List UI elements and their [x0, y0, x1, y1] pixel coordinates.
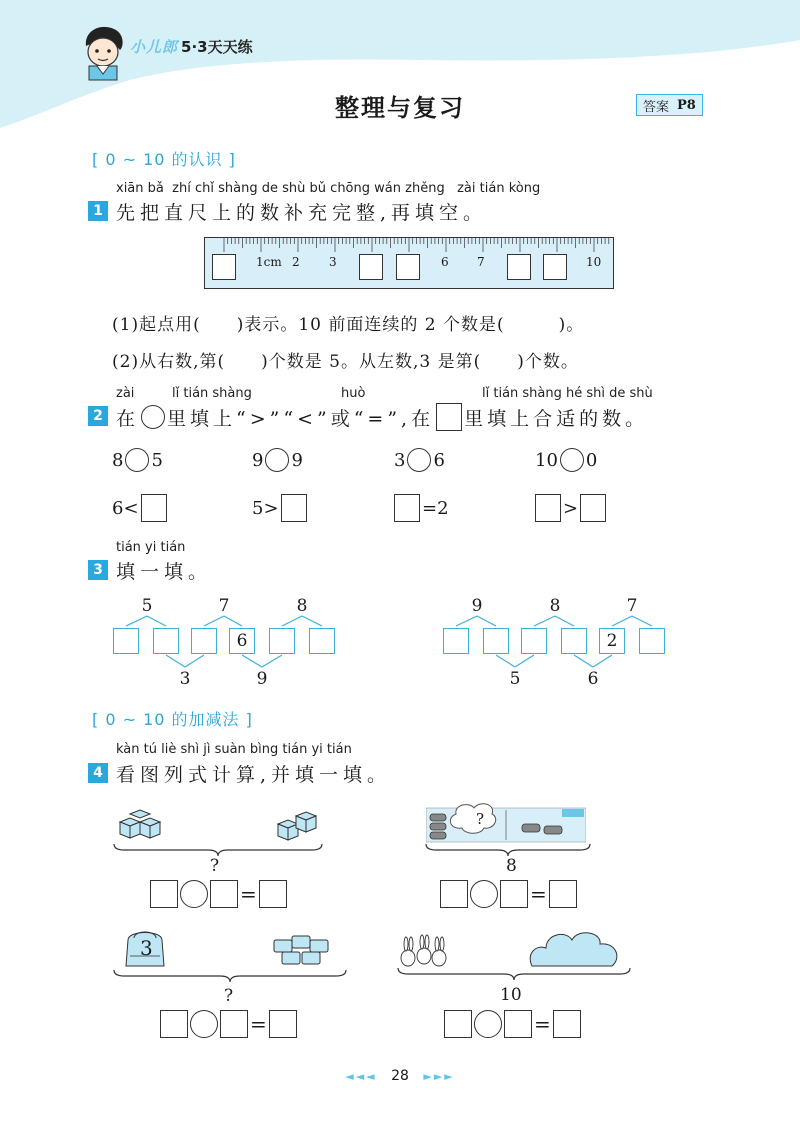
compare-circle-3[interactable] [407, 448, 431, 472]
eq4-box-c[interactable] [553, 1010, 581, 1038]
q1-line-1: (1)起点用( )表示。10 前面连续的 2 个数是( )。 [112, 315, 585, 335]
eq3-op[interactable] [190, 1010, 218, 1038]
q3-right-top-2: 8 [549, 596, 561, 616]
q2-text-c: 里填上合适的数。 [464, 407, 649, 430]
eq1-op[interactable] [180, 880, 208, 908]
eq2-box-b[interactable] [500, 880, 528, 908]
question-number-1: 1 [88, 201, 108, 221]
ruler-blank-4[interactable] [359, 254, 383, 280]
ruler-label-1cm: 1cm [256, 255, 282, 269]
fill-box-3[interactable] [394, 494, 420, 522]
circle-symbol-icon [141, 405, 165, 429]
q3-pinyin: tián yi tián [116, 540, 186, 555]
compare-circle-4[interactable] [560, 448, 584, 472]
q3-left-top-1: 5 [141, 596, 153, 616]
compare-9-9: 9 9 [252, 449, 303, 471]
q3-right-box-1[interactable] [443, 628, 469, 654]
ice-cubes-right-icon [274, 808, 322, 842]
q3-right-top-3: 7 [626, 596, 638, 616]
fill-greater: > [535, 494, 606, 522]
page-number: 28 [391, 1068, 409, 1084]
q2-pinyin-a: zài [116, 386, 135, 401]
q2-pinyin-d: lǐ tián shàng hé shì de shù [482, 386, 653, 401]
ruler-label-10: 10 [586, 255, 602, 269]
fill-6-less: 6< [112, 494, 167, 522]
eq1-box-b[interactable] [210, 880, 238, 908]
q2-pinyin-c: huò [341, 386, 366, 401]
eq3-box-b[interactable] [220, 1010, 248, 1038]
q3-left-bottom-1: 3 [179, 669, 191, 689]
question-number-4: 4 [88, 763, 108, 783]
cars-scene-icon [426, 800, 586, 844]
q2-pinyin-b: lǐ tián shàng [172, 386, 252, 401]
q2-instruction [116, 403, 648, 431]
compare-10-0: 10 0 [535, 449, 598, 471]
mascot-boy-icon [80, 24, 126, 82]
fill-box-1[interactable] [141, 494, 167, 522]
q3-left-box-1[interactable] [113, 628, 139, 654]
q2-text-a: 在 [116, 407, 140, 430]
eq3-box-a[interactable] [160, 1010, 188, 1038]
eq2-box-a[interactable] [440, 880, 468, 908]
p3-total: ? [224, 986, 234, 1006]
brand-logo-text: 小儿郎 [130, 38, 179, 56]
q3-instruction: 填一填。 [116, 561, 213, 583]
brace-4 [396, 966, 632, 982]
eq4-box-a[interactable] [444, 1010, 472, 1038]
q4-pinyin: kàn tú liè shì jì suàn bìng tián yi tián [116, 742, 352, 757]
section-title-add-subtract: [ 0 ~ 10 的加减法 ] [92, 710, 253, 729]
eq1-box-c[interactable] [259, 880, 287, 908]
square-symbol-icon [436, 403, 462, 431]
q3-right-box-2[interactable] [483, 628, 509, 654]
brand-logo [130, 36, 253, 57]
brand-series: 5·3天天练 [181, 38, 253, 56]
q2-text-b: 里填上“>”“<”或“=”,在 [167, 407, 435, 430]
eq2-box-c[interactable] [549, 880, 577, 908]
equation-3: = [160, 1010, 297, 1038]
compare-3-6: 3 6 [394, 449, 445, 471]
answer-page: P8 [677, 97, 696, 113]
p2-total: 8 [506, 856, 517, 876]
bush-icon [526, 926, 622, 970]
q3-left-box-2[interactable] [153, 628, 179, 654]
compare-circle-1[interactable] [125, 448, 149, 472]
equation-4: = [444, 1010, 581, 1038]
q1-instruction: 先把直尺上的数补充完整,再填空。 [116, 202, 488, 224]
answer-tag[interactable] [636, 94, 703, 116]
q1-line-2: (2)从右数,第( )个数是 5。从左数,3 是第( )个数。 [112, 352, 579, 372]
ruler-blank-5[interactable] [396, 254, 420, 280]
fill-box-2[interactable] [281, 494, 307, 522]
p4-total: 10 [500, 985, 522, 1005]
fill-box-4[interactable] [535, 494, 561, 522]
fill-5-greater: 5> [252, 494, 307, 522]
eq4-box-b[interactable] [504, 1010, 532, 1038]
footer-arrows-left-icon: ◄◄◄ [345, 1070, 377, 1083]
q3-left-box-3[interactable] [191, 628, 217, 654]
page-footer [0, 1068, 800, 1084]
compare-8-5: 8 5 [112, 449, 163, 471]
ruler-label-7: 7 [477, 255, 485, 269]
ice-cubes-left-icon [116, 808, 164, 842]
section-title-recognition: [ 0 ~ 10 的认识 ] [92, 150, 236, 169]
p1-total: ? [210, 856, 220, 876]
bag-number: 3 [140, 936, 153, 960]
page-title: 整理与复习 [335, 94, 465, 122]
q3-right-box-3[interactable] [521, 628, 547, 654]
q3-right-top-1: 9 [471, 596, 483, 616]
question-number-3: 3 [88, 560, 108, 580]
q3-right-bottom-2: 6 [587, 669, 599, 689]
books-stack-icon [272, 932, 330, 968]
ruler-label-3: 3 [329, 255, 337, 269]
p2-question: ? [476, 810, 485, 828]
eq2-op[interactable] [470, 880, 498, 908]
footer-arrows-right-icon: ►►► [423, 1070, 455, 1083]
fill-box-5[interactable] [580, 494, 606, 522]
q3-left-box-5[interactable] [269, 628, 295, 654]
q3-left-top-3: 8 [296, 596, 308, 616]
ruler-label-2: 2 [292, 255, 300, 269]
q3-right-box-5: 2 [599, 628, 625, 654]
ruler-label-6: 6 [441, 255, 449, 269]
q3-left-box-6[interactable] [309, 628, 335, 654]
q3-left-top-2: 7 [218, 596, 230, 616]
equation-2: = [440, 880, 577, 908]
eq1-box-a[interactable] [150, 880, 178, 908]
q3-right-box-6[interactable] [639, 628, 665, 654]
brace-3 [112, 968, 348, 984]
q1-pinyin: xiān bǎ zhí chǐ shàng de shù bǔ chōng wán zhěng zài tián kòng [116, 181, 541, 196]
ruler-blank-0[interactable] [212, 254, 236, 280]
ruler-blank-8[interactable] [507, 254, 531, 280]
fill-equals-2: =2 [394, 494, 449, 522]
q3-right-bottom-1: 5 [509, 669, 521, 689]
compare-circle-2[interactable] [265, 448, 289, 472]
q3-left-box-4: 6 [229, 628, 255, 654]
ruler-blank-9[interactable] [543, 254, 567, 280]
eq3-box-c[interactable] [269, 1010, 297, 1038]
rabbits-icon [398, 930, 448, 970]
answer-label: 答案 [643, 99, 670, 115]
eq4-op[interactable] [474, 1010, 502, 1038]
question-number-2: 2 [88, 406, 108, 426]
q4-instruction: 看图列式计算,并填一填。 [116, 764, 392, 786]
q3-right-box-4[interactable] [561, 628, 587, 654]
q3-left-bottom-2: 9 [256, 669, 268, 689]
equation-1: = [150, 880, 287, 908]
